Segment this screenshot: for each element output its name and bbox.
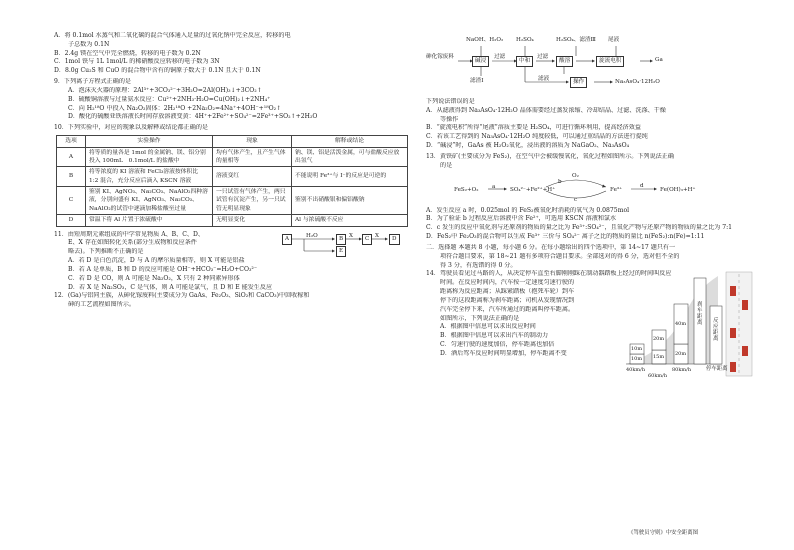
- bar-reaction-40: 10m: [631, 356, 643, 363]
- q13-fe3: Fe³⁺: [610, 186, 623, 193]
- q11-option-d: D．若 X 是 Na₂SO₃，C 是气体，则 A 可能是氯气，且 D 和 E 能发生反应: [68, 283, 273, 291]
- label-reaction-distance: 反应距离: [713, 318, 719, 343]
- table-cell: 不能说明 Fe³⁺与 I⁻的反应是可逆的: [292, 167, 408, 187]
- table-cell: 鉴别不出硝酸银和偏铝酸钠: [292, 187, 408, 215]
- flow-product-salt: Na₃AsO₄·12H₂O: [615, 79, 660, 85]
- stopping-distance-figure: [626, 272, 756, 390]
- q12-line: 砷的工艺流程如图所示。: [68, 301, 136, 309]
- q9-option-d: D．酸化的硫酸亚铁溶液长时间存放溶液变黄：4H⁺+2Fe²⁺+SO₄²⁻=2Fe³⁺+SO₂↑+2H₂O: [68, 113, 318, 121]
- q13-label-b: b: [558, 178, 562, 185]
- q12-option-b: B．“旋流电积”所得“尾液”溶质主要是 H₂SO₄，可进行循环利用，提高经济效益: [426, 124, 641, 132]
- flow-filtrate: 滤液: [538, 76, 550, 82]
- table-cell: Al 与浓硫酸不反应: [292, 215, 408, 226]
- q14-option-c: C．匀速行驶的速度加倍，停车距离也加倍: [440, 341, 555, 349]
- flow-node-acid: 酸溶: [556, 56, 573, 67]
- table-header: 现象: [213, 136, 292, 147]
- label-braking-distance: 刹车距离: [697, 302, 703, 327]
- q13-label-o2: O₂: [572, 172, 579, 179]
- section2-line: 得 3 分，有选错的得 0 分。: [440, 261, 517, 269]
- q12-flowchart: [426, 32, 756, 96]
- q14-option-d: D．酒后驾车反应时间明显增加，停车距离不变: [440, 349, 567, 357]
- q11-label-x1: X: [349, 232, 353, 239]
- table-cell: 钠、镁、铝是活泼金属，可与盐酸反应放出氢气: [292, 147, 408, 167]
- q13-option-c: C．c 发生的反应中氧化剂与还原剂的物质的量之比为 Fe³⁺:SO₄²⁻，且氧化产物与还原产物的物质的量之比为 7:1: [426, 224, 733, 232]
- q9-title: 9．下列离子方程式正确的是: [54, 78, 132, 86]
- table-cell: C: [57, 187, 86, 215]
- q13-label-d: d: [640, 182, 644, 189]
- q11-box-d: D: [389, 234, 400, 245]
- q14-line: 距离称为反应距离；从踩紧踏板（抱死车轮）到车: [440, 288, 575, 296]
- bar-braking-60: 20m: [653, 336, 665, 343]
- flow-step-filter: 过滤: [537, 54, 549, 60]
- bar-reaction-80: 20m: [675, 351, 687, 358]
- bar-braking-40: 10m: [631, 346, 643, 353]
- q12-option-a-cont: 等操作: [440, 115, 459, 123]
- table-header: 实验操作: [86, 136, 213, 147]
- table-cell: 常温下将 Al 片置于浓硫酸中: [86, 215, 213, 226]
- q14-line: 时间。在反应时间内，汽车按一定速度匀速行驶的: [440, 279, 575, 287]
- q11-option-a: A．若 D 是白色沉淀，D 与 A 的摩尔质量相等，则 X 可能是铝盐: [68, 257, 245, 265]
- q12-line: 12．(Ga)与铝同主族，从砷化镓废料(主要成分为 GaAs、Fe₂O₃、SiO₂和 CaCO₃)中回收稼和: [54, 292, 310, 300]
- flow-residue: 滤渣Ⅰ: [470, 78, 484, 84]
- q14-line: 如图所示，下列说法正确的是: [440, 314, 520, 322]
- q11-box-c: C: [362, 234, 372, 245]
- q11-option-b: B．若 A 是单质，B 和 D 的反应可能是 OH⁻+HCO₃⁻=H₂O+CO₃²⁻: [68, 265, 258, 273]
- bar-reaction-60: 15m: [653, 354, 665, 361]
- q11-label-h2o: H₂O: [306, 232, 318, 239]
- q14-block: [426, 270, 756, 380]
- speed-label: 80km/h: [672, 367, 692, 374]
- q14-line: 14．驾驶员看见过马路的人，从决定停车直至右脚刚刚踩在制动器踏板上经过的时间叫反应: [426, 270, 672, 278]
- table-cell: 鉴别 KI、AgNO₃、Na₂CO₃、NaAlO₂四种溶液，分别向盛有 KI、AgNO₃、Na₂CO₃、NaAlO₂的试管中逐滴加稀盐酸至过量: [86, 187, 213, 215]
- speed-label: 40km/h: [626, 367, 646, 374]
- q11-diagram: [254, 229, 404, 259]
- flow-start: 砷化镓废料: [426, 54, 454, 60]
- q12-option-c: C．若该工艺得到的 Na₃AsO₄·12H₂O 纯度较低，可以通过重结晶的方法进行提纯: [426, 133, 648, 141]
- q14-line: 汽车完全停下来，汽车所通过的距离叫停车距离。: [440, 305, 575, 313]
- table-cell: 无明显变化: [213, 215, 292, 226]
- q13-line: 的是: [440, 161, 453, 169]
- flow-node-electro: 旋流电积: [596, 56, 624, 67]
- q11-label-x2: X: [375, 232, 379, 239]
- q11-line: E、X 存在如图转化关系(部分生成物和反应条件: [68, 239, 197, 247]
- q9-option-b: B．硫酸铜溶液与过量氨水反应：Cu²⁺+2NH₃·H₂O=Cu(OH)₂↓+2NH₄⁺: [68, 95, 271, 103]
- q11-line: 11．由短周期元素组成的中学常见物质 A、B、C、D、: [54, 230, 204, 238]
- q8-option-c: C．1mol 铁与 1L 1mol/L 的稀硝酸反应转移的电子数为 3N: [54, 58, 220, 66]
- q13-option-a: A．发生反应 a 时，0.025mol 的 FeS₂被氧化时消耗的氧气为 0.0875mol: [426, 206, 630, 214]
- table-cell: 一只试管有气体产生，两只试管有沉淀产生，另一只试管无明显现象: [213, 187, 292, 215]
- q14-option-a: A．根据图中信息可以求出反应时间: [440, 323, 536, 331]
- q8-option-a: A．将 0.1mol 水蒸气和二氧化碳的混合气体通入足量的过氧化钠中完全反应，转移的电: [54, 32, 291, 39]
- flow-reagent: NaOH、H₂O₂: [466, 37, 504, 43]
- q11-box-e: E: [336, 246, 346, 257]
- flow-node-operation: 操作: [570, 77, 587, 88]
- q11-line: 略去)。下列推断不正确的是: [68, 248, 144, 256]
- section2-line: 二．选择题 本题共 8 小题，每小题 6 分。在每小题给出的四个选项中，第 14~17 题只有一: [426, 243, 676, 251]
- table-header: 解释或结论: [292, 136, 408, 147]
- table-row: [57, 187, 408, 215]
- q12-option-a: A．从滤液得到 Na₃AsO₄·12H₂O 晶体需要经过蒸发浓缩、冷却结晶、过滤、洗涤、干燥: [426, 106, 666, 114]
- q9-option-a: A．泡沫灭火器的原理：2Al³⁺+3CO₃²⁻+3H₂O=2Al(OH)₃↓+3CO₂↑: [68, 86, 262, 94]
- section2-line: 项符合题目要求，第 18~21 题有多项符合题目要求。全部选对的得 6 分，选对但不全的: [440, 252, 680, 260]
- q12-option-d: D．“碱浸”时，GaAs 被 H₂O₂氧化，浸出液的溶质为 NaGaO₂、Na₃AsO₄: [426, 142, 630, 150]
- q10-table: [56, 135, 408, 227]
- table-row: [57, 167, 408, 187]
- table-cell: B: [57, 167, 86, 187]
- flow-reagent: 尾液: [608, 37, 620, 43]
- flow-node-neutralize: 中和: [516, 56, 533, 67]
- q10-title: 10．下列实验中，对应的现象以及解释或结论都正确的是: [54, 124, 209, 132]
- table-header: 选项: [57, 136, 86, 147]
- q11-option-c: C．若 D 是 CO，则 A 可能是 Na₂O₂，X 只有 2 种同素异形体: [68, 274, 240, 282]
- flow-node-leach: 碱浸: [472, 56, 489, 67]
- label-stopping-distance: 停车距离: [706, 366, 728, 373]
- flow-reagent: H₂SO₄: [516, 37, 534, 43]
- q11-box-a: A: [282, 234, 292, 245]
- q8-option-b: B．2.4g 镁在空气中完全燃烧，转移的电子数为 0.2N: [54, 49, 201, 57]
- q11-arrows: [254, 229, 404, 259]
- q14-option-b: B．根据图中信息可以求出汽车的制动力: [440, 332, 549, 340]
- q13-line: 13．黄铁矿(主要成分为 FeS₂)，在空气中会被缓慢氧化，氧化过程如图所示。下列说法正确: [426, 152, 674, 160]
- q12-prompt: 下列说法错误的是: [426, 98, 475, 105]
- q13-label-a: a: [492, 183, 496, 190]
- table-cell: A: [57, 147, 86, 167]
- q14-line: 停下的这段距离称为刹车距离；司机从发现情况到: [440, 296, 575, 304]
- q13-diagram: [426, 171, 756, 207]
- table-row: [57, 147, 408, 167]
- table-cell: 将等浓度的 KI 溶液和 FeCl₃溶液按体积比 1:2 混合，充分反应后滴入 KSCN 溶液: [86, 167, 213, 187]
- right-column: [426, 32, 756, 380]
- flow-step-filter: 过滤: [494, 54, 506, 60]
- table-cell: 溶液变红: [213, 167, 292, 187]
- figure-caption: 《驾驶员守则》中安全距离图: [628, 530, 699, 536]
- table-cell: D: [57, 215, 86, 226]
- q9-option-c: C．向 H₂¹⁸O 中投入 Na₂O₂固体：2H₂¹⁸O +2Na₂O₂=4Na⁺+4OH⁻+¹⁸O₂↑: [68, 104, 282, 112]
- left-column: [54, 32, 409, 310]
- table-cell: 将等质的量各是 1mol 的金属钠、镁、铝分别投入 100mL 0.1mol/L 的盐酸中: [86, 147, 213, 167]
- q8-option-a-cont: 子总数为 0.1N: [68, 40, 110, 48]
- table-header-row: [57, 136, 408, 147]
- q13-product: Fe(OH)₃+H⁺: [660, 186, 696, 193]
- bar-braking-80: 40m: [675, 321, 687, 328]
- q11-block: [54, 231, 409, 293]
- table-row: [57, 215, 408, 226]
- speed-label: 60km/h: [648, 373, 668, 380]
- q13-option-b: B．为了验证 b 过程反应后溶液中含 Fe²⁺，可选用 KSCN 溶液和氯水: [426, 215, 617, 223]
- q13-option-d: D．FeS₂中 Fe₂O₃的混合物可以生成 Fe³⁺ 三价与 SO₄²⁻ 离子之比的物质的量比 n(FeS₂):n(Fe)=1:11: [426, 233, 705, 241]
- q11-box-b: B: [336, 234, 346, 245]
- flow-product-ga: Ga: [655, 57, 663, 63]
- q13-label-c: c: [574, 196, 578, 203]
- flow-reagent: H₂SO₄、滤渣Ⅲ: [556, 37, 596, 43]
- q13-reactant: FeS₂+O₂: [454, 186, 479, 193]
- q8-option-d: D．8.0g Cu₂S 和 CuO 的混合物中含有的铜原子数大于 0.1N 且大于 0.1N: [54, 67, 261, 75]
- table-cell: 均有气体产生，且产生气体的量相等: [213, 147, 292, 167]
- q13-intermediate: SO₄²⁻+Fe²⁺+H⁺: [510, 186, 556, 193]
